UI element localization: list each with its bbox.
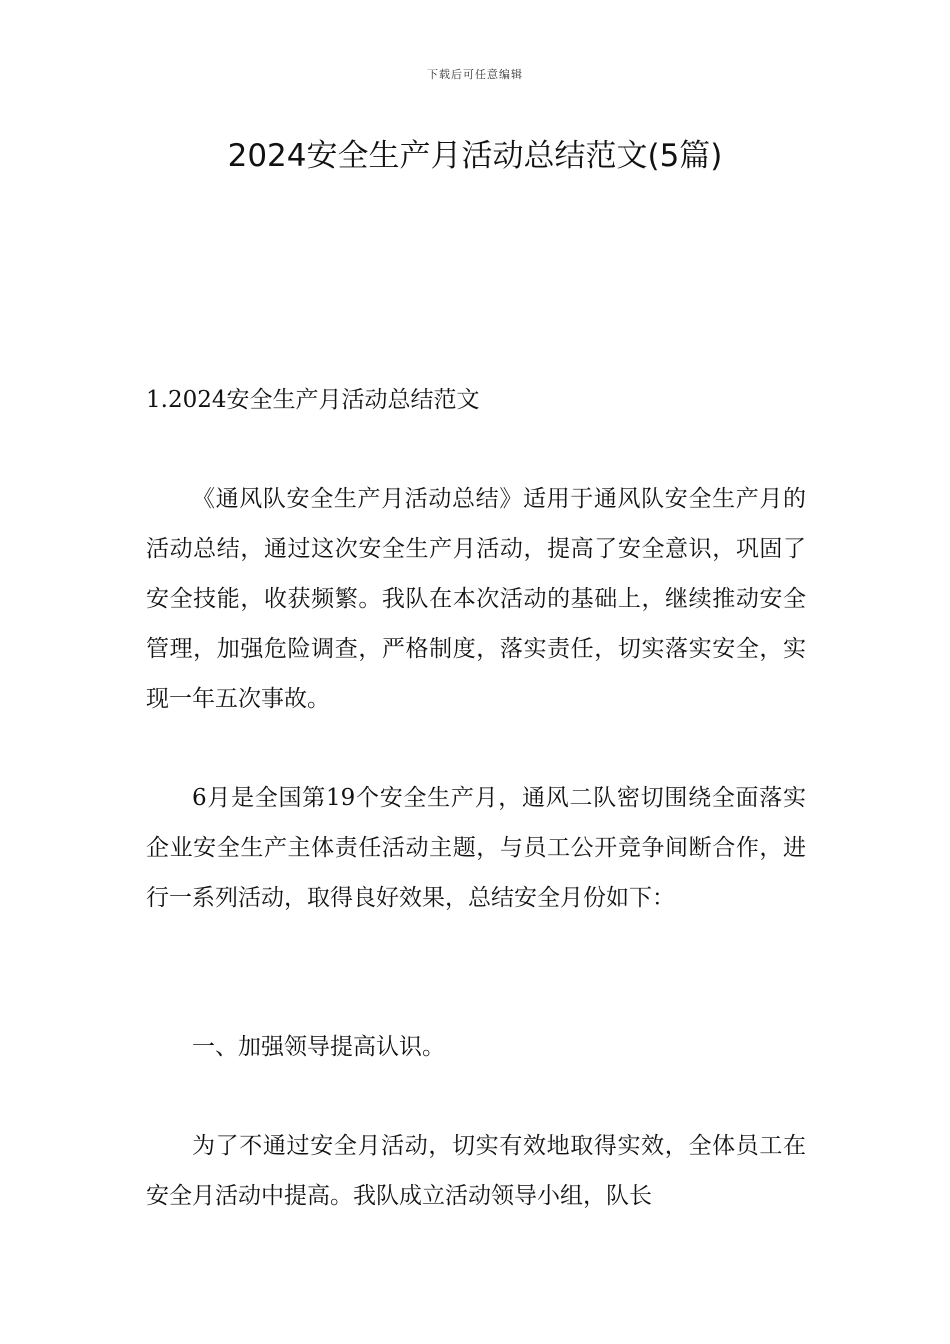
header-note: 下载后可任意编辑 (427, 68, 523, 81)
section-heading: 1.2024安全生产月活动总结范文 (146, 387, 480, 413)
document-title: 2024安全生产月活动总结范文(5篇) (227, 138, 723, 174)
paragraph-2: 6月是全国第19个安全生产月，通风二队密切围绕全面落实企业安全生产主体责任活动主题，与员工公开竞争间断合作，进行一系列活动，取得良好效果，总结安全月份如下： (146, 785, 806, 911)
paragraph-4: 为了不通过安全月活动，切实有效地取得实效，全体员工在安全月活动中提高。我队成立活动领导小组，队长 (146, 1133, 806, 1209)
paragraph-3: 一、加强领导提高认识。 (192, 1034, 445, 1060)
paragraph-1: 《通风队安全生产月活动总结》适用于通风队安全生产月的活动总结，通过这次安全生产月活动，提高了安全意识，巩固了安全技能，收获频繁。我队在本次活动的基础上，继续推动安全管理，加强危险调查，严格制度，落实责任，切实落实安全，实现一年五次事故。 (146, 486, 806, 712)
